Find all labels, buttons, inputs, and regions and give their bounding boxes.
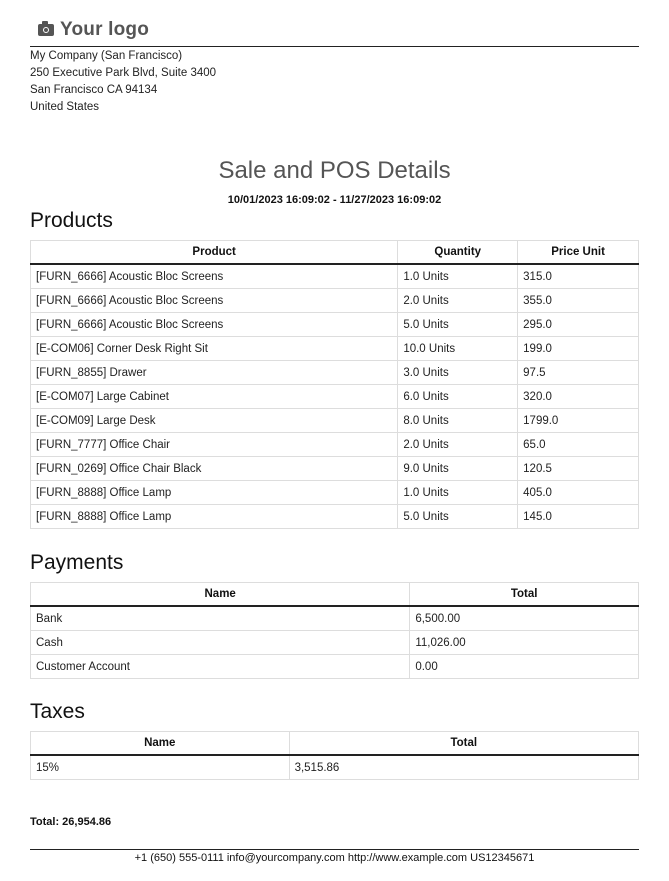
table-row (31, 289, 639, 313)
table-row (31, 655, 639, 679)
product-cell: [E-COM06] Corner Desk Right Sit (31, 337, 398, 361)
price-cell: 320.0 (518, 385, 639, 409)
product-cell: [E-COM09] Large Desk (31, 409, 398, 433)
table-row (31, 409, 639, 433)
payment-name-cell: Bank (31, 606, 410, 631)
company-address (30, 48, 216, 116)
company-city: San Francisco CA 94134 (30, 84, 158, 96)
products-header-row (31, 241, 639, 265)
table-row (31, 361, 639, 385)
table-row (31, 606, 639, 631)
column-header-total: Total (289, 732, 638, 756)
price-cell: 97.5 (518, 361, 639, 385)
column-header-product: Product (31, 241, 398, 265)
price-cell: 355.0 (518, 289, 639, 313)
quantity-cell: 9.0 Units (398, 457, 518, 481)
payments-header-row (31, 583, 639, 607)
price-cell: 315.0 (518, 264, 639, 289)
table-row (31, 457, 639, 481)
table-row (31, 433, 639, 457)
column-header-name: Name (31, 732, 290, 756)
report-date-range: 10/01/2023 16:09:02 - 11/27/2023 16:09:02 (227, 194, 442, 206)
product-cell: [FURN_0269] Office Chair Black (31, 457, 398, 481)
products-section-title: Products (30, 209, 113, 232)
product-cell: [FURN_6666] Acoustic Bloc Screens (31, 313, 398, 337)
payment-name-cell: Cash (31, 631, 410, 655)
taxes-table (30, 731, 639, 780)
camera-icon (38, 24, 54, 36)
price-cell: 405.0 (518, 481, 639, 505)
header-divider (30, 46, 639, 47)
table-row (31, 755, 639, 780)
price-cell: 120.5 (518, 457, 639, 481)
table-row (31, 264, 639, 289)
product-cell: [FURN_6666] Acoustic Bloc Screens (31, 264, 398, 289)
company-logo (38, 18, 149, 42)
quantity-cell: 10.0 Units (398, 337, 518, 361)
price-cell: 65.0 (518, 433, 639, 457)
quantity-cell: 3.0 Units (398, 361, 518, 385)
report-title: Sale and POS Details (218, 157, 451, 184)
quantity-cell: 5.0 Units (398, 313, 518, 337)
logo-text: Your logo (60, 19, 150, 40)
grand-total: Total: 26,954.86 (30, 816, 112, 828)
product-cell: [FURN_7777] Office Chair (31, 433, 398, 457)
products-table (30, 240, 639, 529)
price-cell: 199.0 (518, 337, 639, 361)
quantity-cell: 1.0 Units (398, 264, 518, 289)
taxes-header-row (31, 732, 639, 756)
column-header-quantity: Quantity (398, 241, 518, 265)
tax-total-cell: 3,515.86 (289, 755, 638, 780)
price-cell: 1799.0 (518, 409, 639, 433)
quantity-cell: 5.0 Units (398, 505, 518, 529)
tax-name-cell: 15% (31, 755, 290, 780)
price-cell: 145.0 (518, 505, 639, 529)
payments-table (30, 582, 639, 679)
column-header-price-unit: Price Unit (518, 241, 639, 265)
product-cell: [FURN_8888] Office Lamp (31, 505, 398, 529)
table-row (31, 481, 639, 505)
quantity-cell: 6.0 Units (398, 385, 518, 409)
product-cell: [E-COM07] Large Cabinet (31, 385, 398, 409)
table-row (31, 631, 639, 655)
payment-total-cell: 0.00 (410, 655, 639, 679)
column-header-name: Name (31, 583, 410, 607)
footer-divider (30, 849, 639, 850)
payment-total-cell: 6,500.00 (410, 606, 639, 631)
quantity-cell: 8.0 Units (398, 409, 518, 433)
company-name: My Company (San Francisco) (30, 50, 183, 62)
taxes-section-title: Taxes (30, 700, 85, 723)
table-row (31, 385, 639, 409)
table-row (31, 337, 639, 361)
table-row (31, 313, 639, 337)
footer-contact: +1 (650) 555-0111 info@yourcompany.com http://www.example.com US12345671 (134, 852, 535, 864)
product-cell: [FURN_8888] Office Lamp (31, 481, 398, 505)
quantity-cell: 2.0 Units (398, 433, 518, 457)
table-row (31, 505, 639, 529)
company-street: 250 Executive Park Blvd, Suite 3400 (30, 67, 217, 79)
quantity-cell: 2.0 Units (398, 289, 518, 313)
product-cell: [FURN_8855] Drawer (31, 361, 398, 385)
payment-name-cell: Customer Account (31, 655, 410, 679)
quantity-cell: 1.0 Units (398, 481, 518, 505)
payments-section-title: Payments (30, 551, 124, 574)
column-header-total: Total (410, 583, 639, 607)
payment-total-cell: 11,026.00 (410, 631, 639, 655)
product-cell: [FURN_6666] Acoustic Bloc Screens (31, 289, 398, 313)
company-country: United States (30, 101, 100, 113)
price-cell: 295.0 (518, 313, 639, 337)
